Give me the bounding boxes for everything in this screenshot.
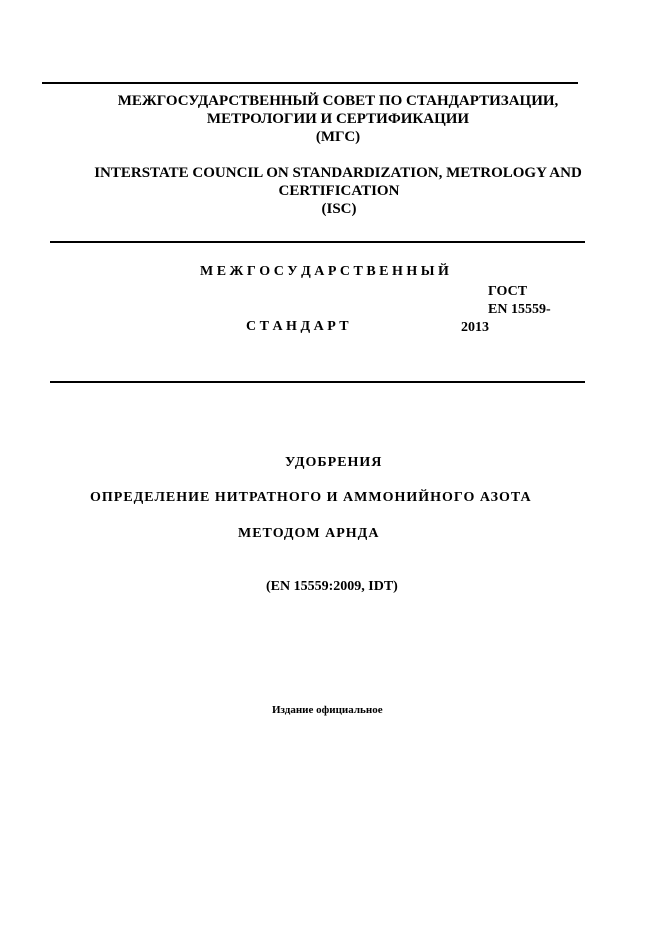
title-fertilizers: УДОБРЕНИЯ — [285, 455, 383, 470]
standard-word-interstate: М Е Ж Г О С У Д А Р С Т В Е Н Н Ы Й — [200, 264, 449, 279]
council-ru-abbr: (МГС) — [315, 129, 361, 145]
official-edition-note: Издание официальное — [272, 704, 383, 716]
title-determination: ОПРЕДЕЛЕНИЕ НИТРАТНОГО И АММОНИЙНОГО АЗОТА — [90, 490, 532, 505]
standard-word-standard: С Т А Н Д А Р Т — [246, 319, 349, 334]
gost-label: ГОСТ — [488, 284, 528, 299]
top-rule — [42, 82, 578, 84]
title-method: МЕТОДОМ АРНДА — [238, 526, 380, 541]
council-ru-line2: МЕТРОЛОГИИ И СЕРТИФИКАЦИИ — [206, 111, 470, 127]
equivalence-reference: (EN 15559:2009, IDT) — [266, 579, 398, 594]
middle-rule-1 — [50, 241, 585, 243]
council-en-line2: CERTIFICATION — [278, 183, 400, 199]
council-en-abbr: (ISC) — [321, 201, 357, 217]
gost-number: EN 15559- — [488, 302, 551, 317]
council-en-line1: INTERSTATE COUNCIL ON STANDARDIZATION, METROLOGY AND — [94, 165, 582, 181]
council-ru-line1: МЕЖГОСУДАРСТВЕННЫЙ СОВЕТ ПО СТАНДАРТИЗАЦИИ, — [117, 93, 559, 109]
middle-rule-2 — [50, 381, 585, 383]
gost-year: 2013 — [461, 320, 489, 335]
